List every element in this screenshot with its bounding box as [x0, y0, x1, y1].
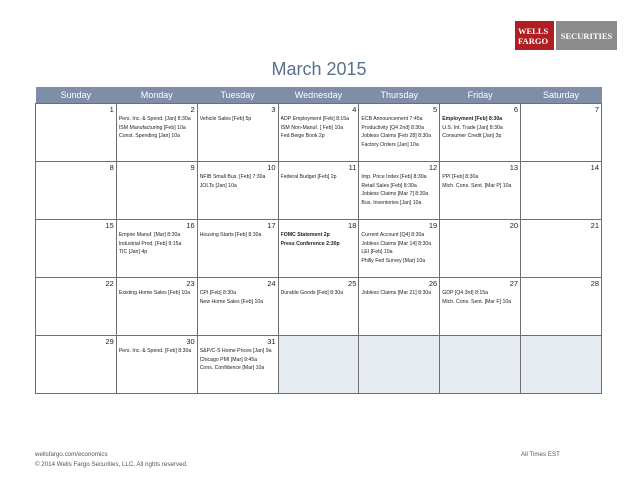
calendar-event: ADP Employment [Feb] 8:15a [280, 116, 350, 122]
calendar-day-cell [359, 104, 440, 162]
day-number: 10 [267, 163, 276, 172]
calendar-day-cell [278, 162, 359, 220]
day-number: 27 [509, 279, 519, 288]
day-number: 6 [513, 105, 519, 114]
day-number: 15 [105, 221, 114, 230]
calendar-day-cell [359, 162, 440, 220]
day-number: 28 [590, 279, 599, 288]
calendar-event: Mich. Cons. Sent. [Mar F] 10a [442, 298, 512, 305]
calendar-empty-cell [278, 336, 359, 394]
calendar-event: Empire Manuf. [Mar] 8:30a [118, 232, 181, 238]
calendar-day-cell [440, 220, 521, 278]
calendar-day-cell [440, 278, 521, 336]
weekday-header-friday: Friday [440, 87, 521, 104]
day-number: 5 [433, 105, 438, 114]
calendar-event: Retail Sales [Feb] 8:30a [361, 182, 417, 189]
day-number: 7 [594, 105, 599, 114]
calendar-event: Durable Goods [Feb] 8:30a [280, 290, 344, 296]
weekday-header-sunday: Sunday [36, 87, 117, 104]
day-number: 26 [428, 279, 438, 288]
logo-brand-line-1: WELLS [518, 25, 549, 36]
calendar-week-row [36, 162, 602, 220]
calendar-event: Bus. Inventories [Jan] 10a [361, 199, 422, 206]
wells-fargo-securities-logo [515, 21, 617, 50]
day-number: 14 [590, 163, 599, 172]
day-number: 16 [186, 221, 195, 230]
calendar-event: Federal Budget [Feb] 2p [280, 174, 337, 180]
day-number: 30 [186, 337, 195, 346]
calendar-event: Vehicle Sales [Feb] 5p [199, 116, 252, 122]
day-number: 17 [267, 221, 276, 230]
calendar-event: Mich. Cons. Sent. [Mar P] 10a [442, 182, 512, 189]
calendar-day-cell [278, 104, 359, 162]
calendar-event: U.S. Int. Trade [Jan] 8:30a [442, 124, 503, 131]
footer-url[interactable]: wellsfargo.com/economics [35, 451, 108, 458]
weekday-header-wednesday: Wednesday [278, 87, 359, 104]
calendar-event: CPI [Feb] 8:30a [199, 290, 237, 296]
calendar-event: Imp. Price Index [Feb] 8:30a [361, 174, 427, 180]
calendar-event: NFIB Small Bus. [Feb] 7:30a [199, 174, 266, 180]
weekday-header-row [36, 87, 602, 104]
calendar-day-cell [440, 104, 521, 162]
calendar-day-cell [521, 220, 602, 278]
calendar-event: New Home Sales [Feb] 10a [199, 298, 264, 305]
day-number: 31 [267, 337, 276, 346]
calendar-event: S&P/C-S Home Prices [Jan] 9a [199, 348, 272, 354]
calendar-event: Cons. Confidence [Mar] 10a [199, 365, 265, 371]
calendar-day-cell [116, 162, 197, 220]
day-number: 13 [509, 163, 519, 172]
day-number: 4 [352, 105, 357, 114]
calendar-week-row [36, 220, 602, 278]
day-number: 18 [348, 221, 357, 230]
calendar-day-cell [521, 104, 602, 162]
footer-copyright: © 2014 Wells Fargo Securities, LLC. All rights reserved. [35, 461, 188, 468]
day-number: 24 [267, 279, 276, 288]
day-number: 23 [186, 279, 195, 288]
calendar-event: LEI [Feb] 10a [361, 249, 393, 255]
calendar-event: GDP [Q4 3rd] 8:15a [442, 290, 488, 296]
weekday-header-saturday: Saturday [521, 87, 602, 104]
wells-fargo-logo-mark [515, 21, 554, 50]
calendar-day-cell [36, 104, 117, 162]
calendar-week-row [36, 104, 602, 162]
calendar-day-cell [36, 278, 117, 336]
logo-brand-line-2: FARGO [518, 35, 549, 46]
calendar-event: Pers. Inc. & Spend. [Jan] 8:30a [118, 116, 191, 122]
day-number: 9 [190, 163, 195, 172]
calendar-week-row [36, 336, 602, 394]
calendar-event: ISM Non-Manuf. [ Feb] 10a [280, 124, 344, 131]
day-number: 12 [428, 163, 438, 172]
calendar-event: Philly Fed Survey [Mar] 10a [361, 257, 426, 264]
calendar-day-cell [197, 278, 278, 336]
calendar-day-cell [116, 278, 197, 336]
day-number: 1 [109, 105, 114, 114]
day-number: 3 [271, 105, 276, 114]
calendar-event: JOLTs [Jan] 10a [199, 182, 237, 189]
logo-securities-label: SECURITIES [556, 21, 617, 50]
day-number: 8 [109, 163, 114, 172]
calendar-event: Current Account [Q4] 8:30a [361, 232, 425, 238]
day-number: 11 [348, 163, 357, 172]
calendar-event: Jobless Claims [Mar 14] 8:30a [361, 240, 432, 247]
footer-timezone: All Times EST [521, 451, 560, 458]
calendar-day-cell [116, 104, 197, 162]
day-number: 29 [105, 337, 114, 346]
calendar-event: Factory Orders [Jan] 10a [361, 141, 419, 148]
day-number: 21 [590, 221, 599, 230]
calendar-day-cell [36, 162, 117, 220]
calendar-day-cell [36, 336, 117, 394]
calendar-body [36, 104, 602, 394]
day-number: 19 [428, 221, 438, 230]
calendar-empty-cell [521, 336, 602, 394]
calendar-empty-cell [359, 336, 440, 394]
calendar-event: Press Conference 2:30p [280, 240, 340, 247]
calendar-day-cell [278, 278, 359, 336]
weekday-header-thursday: Thursday [359, 87, 440, 104]
calendar-day-cell [116, 220, 197, 278]
page-title: March 2015 [271, 59, 367, 79]
weekday-header-monday: Monday [116, 87, 197, 104]
calendar-day-cell [521, 162, 602, 220]
calendar-event: Pers. Inc. & Spend. [Feb] 8:30a [118, 348, 192, 354]
calendar-event: Employment [Feb] 8:30a [442, 116, 503, 122]
calendar-event: Consumer Credit [Jan] 3p [442, 133, 502, 139]
calendar-event: Fed Beige Book 2p [280, 133, 325, 139]
calendar-event: FOMC Statement 2p [280, 232, 330, 238]
calendar-day-cell [359, 278, 440, 336]
calendar-event: ECB Announcement 7:45a [361, 116, 423, 122]
calendar-grid [35, 87, 602, 394]
calendar-day-cell [359, 220, 440, 278]
day-number: 20 [509, 221, 519, 230]
calendar-event: PPI [Feb] 8:30a [442, 174, 479, 180]
calendar-day-cell [197, 220, 278, 278]
calendar-event: Const. Spending [Jan] 10a [118, 133, 180, 139]
calendar-event: Existing Home Sales [Feb] 10a [118, 290, 191, 296]
calendar-day-cell [440, 162, 521, 220]
calendar-day-cell [197, 336, 278, 394]
weekday-header-tuesday: Tuesday [197, 87, 278, 104]
calendar-event: Jobless Claims [Mar 21] 8:30a [361, 290, 432, 296]
calendar-week-row [36, 278, 602, 336]
calendar-event: Housing Starts [Feb] 8:30a [199, 232, 262, 238]
day-number: 22 [105, 279, 114, 288]
calendar-event: TIC [Jan] 4p [118, 249, 148, 255]
day-number: 2 [190, 105, 195, 114]
calendar-day-cell [521, 278, 602, 336]
calendar-day-cell [197, 104, 278, 162]
calendar-day-cell [197, 162, 278, 220]
calendar-day-cell [116, 336, 197, 394]
calendar-day-cell [278, 220, 359, 278]
calendar-event: ISM Manufacturing [Feb] 10a [118, 124, 186, 131]
day-number: 25 [348, 279, 357, 288]
calendar-event: Chicago PMI [Mar] 9:45a [199, 356, 258, 363]
calendar-event: Productivity [Q4 2nd] 8:30a [361, 124, 424, 131]
calendar-event: Jobless Claims [Feb 28] 8:30a [361, 133, 432, 139]
calendar-event: Industrial Prod. [Feb] 9:15a [118, 240, 182, 247]
calendar-event: Jobless Claims [Mar 7] 8:30a [361, 191, 429, 197]
calendar-empty-cell [440, 336, 521, 394]
calendar-day-cell [36, 220, 117, 278]
